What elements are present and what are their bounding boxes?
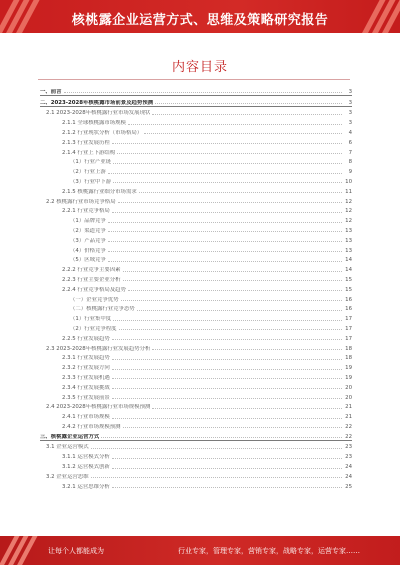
toc-page-number: 17 (345, 335, 352, 342)
toc-entry-text: 2.3.3 行业发展机遇 (62, 374, 110, 381)
toc-leader (91, 477, 342, 478)
toc-page-number: 13 (345, 247, 352, 254)
toc-leader (108, 231, 342, 232)
toc-entry-text: 三、核桃露企业运营方式 (40, 433, 100, 440)
toc-entry-text: 2.1.2 行业现状分析（市场格局） (62, 129, 143, 136)
header-bar (0, 0, 400, 33)
toc-entry[interactable] (40, 195, 352, 205)
toc-entry[interactable] (40, 342, 352, 352)
toc-entry[interactable] (40, 352, 352, 362)
toc-leader (112, 339, 342, 340)
toc-leader (112, 212, 342, 213)
toc-leader (112, 468, 342, 469)
toc-entry[interactable] (40, 224, 352, 234)
toc-entry-text: 3.1.2 运营模式创新 (62, 464, 110, 471)
toc-page-number: 24 (345, 464, 352, 471)
toc-page-number: 19 (345, 365, 352, 372)
toc-page-number: 12 (345, 218, 352, 225)
toc-leader (112, 458, 342, 459)
toc-leader (113, 320, 342, 321)
toc-page-number: 3 (348, 120, 352, 127)
toc-entry-text: 2.3.5 行业发展前景 (62, 394, 110, 401)
toc-page-number: 11 (345, 188, 352, 195)
toc-entry[interactable] (40, 391, 352, 401)
toc-leader (152, 349, 342, 350)
toc-entry[interactable] (40, 303, 352, 313)
toc-entry[interactable] (40, 381, 352, 391)
toc-page-number: 10 (345, 178, 352, 185)
footer-slogan: 让每个人都能成为 (48, 547, 104, 555)
toc-page-number: 16 (345, 306, 352, 313)
toc-entry[interactable] (40, 332, 352, 342)
toc-entry[interactable] (40, 293, 352, 303)
toc-entry-text: （二）核桃露行业竞争态势 (70, 306, 135, 313)
toc-entry-text: （2）行业竞争程度 (70, 325, 117, 332)
toc-entry-text: 2.4.1 行业市场规模 (62, 414, 110, 421)
toc-entry-text: （一）企业竞争优势 (70, 296, 119, 303)
toc-entry-text: 2.1.3 行业发展历程 (62, 139, 110, 146)
toc-entry-text: 2.2.5 行业发展趋势 (62, 335, 110, 342)
toc-leader (155, 103, 342, 104)
toc-leader (113, 163, 342, 164)
toc-entry[interactable] (40, 441, 352, 451)
toc-entry-text: 2.1.5 核桃露行业细分市场需求 (62, 188, 137, 195)
toc-leader (108, 173, 342, 174)
toc-page-number: 21 (345, 414, 352, 421)
toc-entry-text: （1）行业产业链 (70, 159, 112, 166)
toc-entry[interactable] (40, 146, 352, 156)
toc-entry[interactable] (40, 185, 352, 195)
toc-page-number: 16 (345, 296, 352, 303)
toc-entry-text: （5）区域竞争 (70, 257, 106, 264)
toc-leader (119, 329, 342, 330)
toc-page-number: 3 (348, 99, 352, 106)
toc-page-number: 19 (345, 374, 352, 381)
toc-page-number: 15 (345, 276, 352, 283)
toc-leader (117, 153, 342, 154)
toc-leader (108, 241, 342, 242)
toc-entry-text: 2.3.2 行业发展方向 (62, 365, 110, 372)
toc-entry-text: 2.1.4 行业上下游结构 (62, 149, 116, 156)
toc-leader (108, 261, 342, 262)
toc-page-number: 14 (345, 257, 352, 264)
toc-leader (123, 271, 342, 272)
toc-leader (152, 114, 342, 115)
toc-page-number: 22 (345, 423, 352, 430)
toc-entry[interactable] (40, 460, 352, 470)
footer-bar (0, 536, 400, 565)
toc-leader (112, 359, 342, 360)
toc-entry[interactable] (40, 410, 352, 420)
toc-page-number: 20 (345, 394, 352, 401)
footer-experts: 行业专家，管理专家，营销专家，战略专家，运营专家…… (178, 547, 360, 555)
toc-leader (108, 222, 342, 223)
toc-entry[interactable] (40, 430, 352, 441)
toc-entry[interactable] (40, 322, 352, 332)
toc-leader (108, 251, 342, 252)
toc-leader (128, 290, 342, 291)
toc-page-number: 12 (345, 208, 352, 215)
toc-entry[interactable] (40, 116, 352, 126)
toc-page-number: 13 (345, 227, 352, 234)
toc-page-number: 12 (345, 198, 352, 205)
toc-entry[interactable] (40, 273, 352, 283)
toc-page-number: 3 (348, 110, 352, 117)
toc-page-number: 17 (345, 316, 352, 323)
toc-entry-text: 2.1 2023-2028年核桃露行业市场发展现状 (46, 110, 151, 117)
toc-entry[interactable] (40, 175, 352, 185)
toc-leader (101, 437, 342, 438)
toc-page-number: 24 (345, 473, 352, 480)
toc-leader (123, 280, 342, 281)
toc-page-number: 15 (345, 286, 352, 293)
toc-entry-text: 2.3 2023-2028年核桃露行业发展趋势分析 (46, 345, 151, 352)
toc-page-number: 6 (348, 139, 352, 146)
toc-leader (123, 427, 342, 428)
toc-entry[interactable] (40, 480, 352, 490)
toc-entry-text: 3.2.1 运营思维分析 (62, 483, 110, 490)
toc-leader (112, 143, 342, 144)
toc-entry-text: 3.1.1 运营模式分析 (62, 454, 110, 461)
toc-entry-text: 2.4 2023-2028年核桃露行业市场规模预测 (46, 404, 151, 411)
toc-entry-text: 2.2.3 行业主要企业分析 (62, 276, 121, 283)
toc-leader (118, 202, 342, 203)
toc-page-number: 18 (345, 355, 352, 362)
toc-leader (112, 378, 342, 379)
toc-page-number: 3 (348, 88, 352, 95)
toc-entry-text: 3.2 企业运营思维 (46, 473, 89, 480)
toc-leader (113, 182, 342, 183)
toc-entry[interactable] (40, 361, 352, 371)
toc-page-number: 20 (345, 384, 352, 391)
toc-entry-text: 2.3.1 行业发展趋势 (62, 355, 110, 362)
toc-leader (137, 310, 342, 311)
toc-leader (91, 448, 342, 449)
toc-entry-text: （1）行业集中度 (70, 316, 112, 323)
toc-entry-text: 一、前言 (40, 88, 62, 95)
toc-leader (121, 300, 342, 301)
toc-page-number: 17 (345, 325, 352, 332)
toc-entry[interactable] (40, 401, 352, 411)
toc-entry[interactable] (40, 244, 352, 254)
toc-entry-text: 2.2.2 行业竞争主要因素 (62, 267, 121, 274)
toc-heading: 内容目录 (171, 60, 228, 75)
table-of-contents (40, 85, 352, 490)
report-title: 核桃露企业运营方式、思维及策略研究报告 (71, 13, 329, 28)
toc-entry-text: （3）行业中下游 (70, 178, 112, 185)
toc-leader (112, 398, 342, 399)
toc-leader (112, 487, 342, 488)
toc-entry-text: （2）行业上游 (70, 169, 106, 176)
toc-entry[interactable] (40, 85, 352, 96)
toc-page-number: 8 (348, 159, 352, 166)
toc-page-number: 22 (345, 433, 352, 440)
toc-leader (112, 418, 342, 419)
toc-entry[interactable] (40, 254, 352, 264)
toc-leader (152, 408, 342, 409)
toc-page-number: 7 (348, 149, 352, 156)
toc-entry[interactable] (40, 126, 352, 136)
toc-leader (139, 192, 342, 193)
toc-entry[interactable] (40, 165, 352, 175)
toc-page-number: 14 (345, 267, 352, 274)
toc-entry-text: 2.3.4 行业发展挑战 (62, 384, 110, 391)
toc-entry[interactable] (40, 283, 352, 293)
toc-entry[interactable] (40, 450, 352, 460)
toc-entry[interactable] (40, 470, 352, 480)
toc-page-number: 9 (348, 169, 352, 176)
toc-entry[interactable] (40, 205, 352, 215)
toc-entry-text: （4）价格竞争 (70, 247, 106, 254)
toc-entry-text: 3.1 企业运营模式 (46, 444, 89, 451)
toc-entry[interactable] (40, 263, 352, 273)
toc-entry-text: 2.4.2 行业市场规模预测 (62, 423, 121, 430)
toc-leader (64, 92, 342, 93)
toc-page-number: 23 (345, 454, 352, 461)
toc-entry[interactable] (40, 214, 352, 224)
toc-page-number: 21 (345, 404, 352, 411)
toc-entry[interactable] (40, 312, 352, 322)
toc-entry-text: （1）品牌竞争 (70, 218, 106, 225)
toc-leader (112, 369, 342, 370)
toc-entry-text: 2.2 核桃露行业市场竞争格局 (46, 198, 116, 205)
toc-leader (128, 124, 342, 125)
toc-page-number: 25 (345, 483, 352, 490)
toc-divider (38, 79, 350, 80)
toc-entry-text: 二、2023-2028年核桃露市场前景及趋势预测 (40, 99, 154, 106)
toc-leader (112, 388, 342, 389)
toc-entry[interactable] (40, 234, 352, 244)
toc-page-number: 4 (348, 129, 352, 136)
toc-entry[interactable] (40, 107, 352, 117)
toc-page-number: 13 (345, 237, 352, 244)
toc-entry-text: （3）产品竞争 (70, 237, 106, 244)
toc-entry[interactable] (40, 420, 352, 430)
toc-entry-text: （2）渠道竞争 (70, 227, 106, 234)
toc-leader (144, 133, 342, 134)
toc-page-number: 23 (345, 444, 352, 451)
toc-entry-text: 2.1.1 全球核桃露市场规模 (62, 120, 126, 127)
toc-entry[interactable] (40, 371, 352, 381)
toc-entry[interactable] (40, 156, 352, 166)
toc-entry[interactable] (40, 96, 352, 107)
toc-entry-text: 2.2.4 行业竞争格局及趋势 (62, 286, 126, 293)
toc-entry[interactable] (40, 136, 352, 146)
toc-entry-text: 2.2.1 行业竞争格局 (62, 208, 110, 215)
toc-page-number: 18 (345, 345, 352, 352)
